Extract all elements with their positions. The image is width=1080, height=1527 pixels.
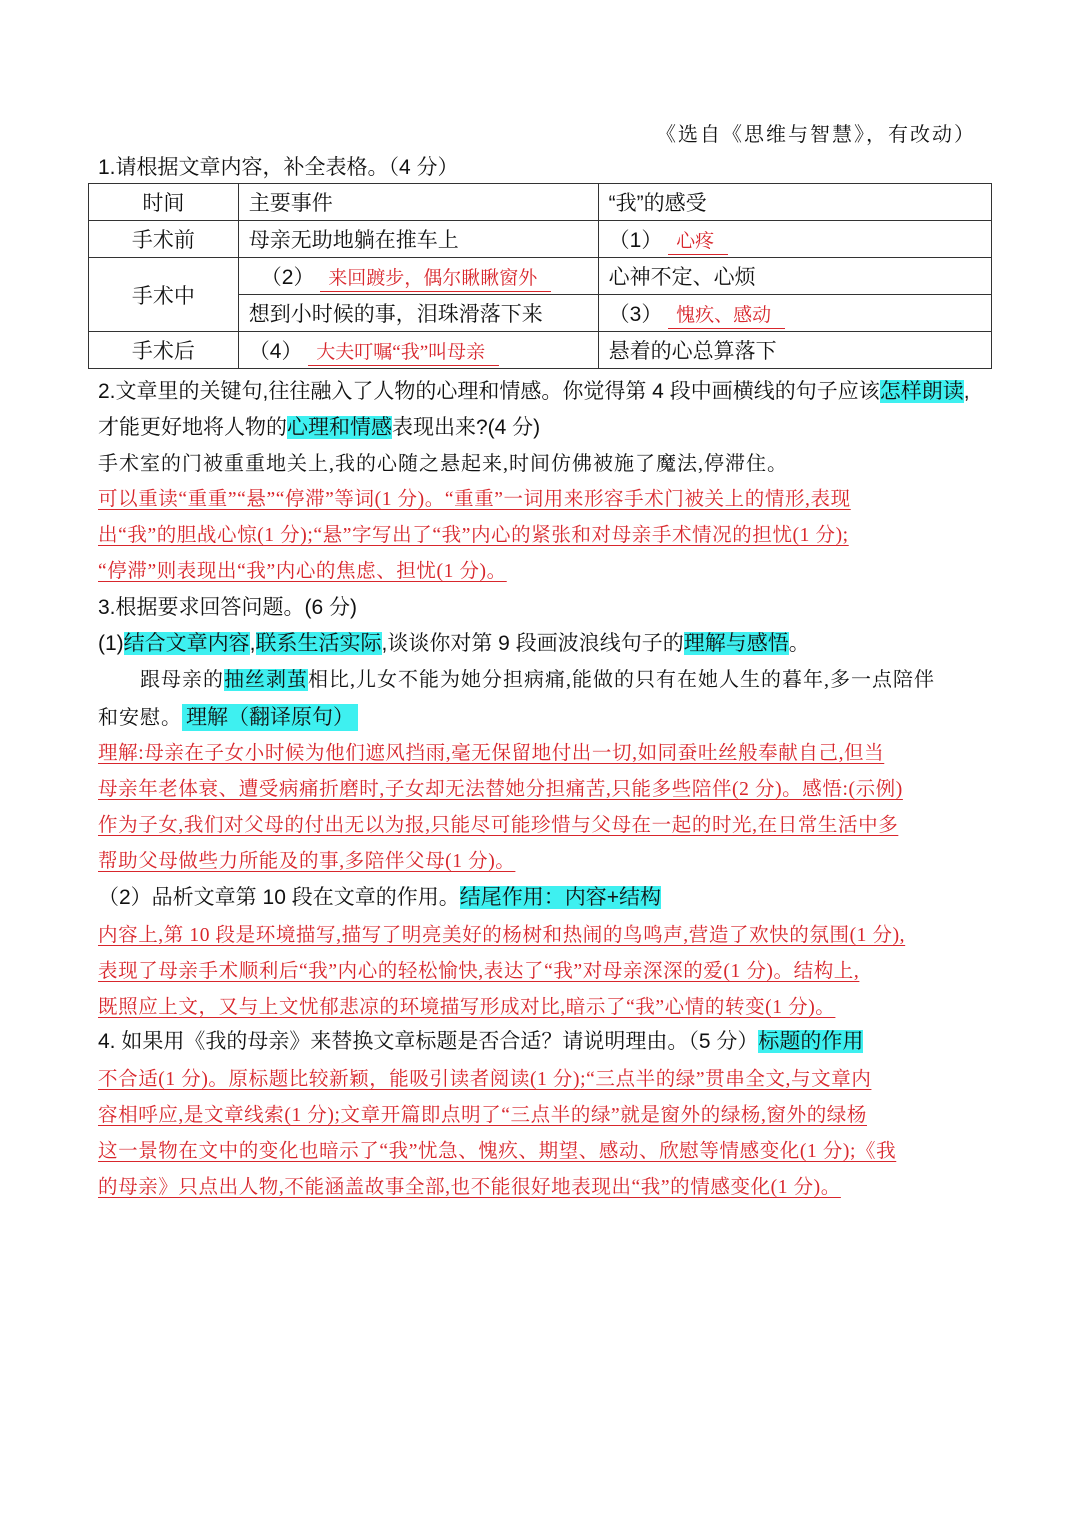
highlight-note: 理解（翻译原句） [182,704,358,731]
blank-label: （3） [608,303,663,326]
answer-line: 内容上,第 10 段是环境描写,描写了明亮美好的杨树和热闹的鸟鸣声,营造了欢快的氛围(1 分), [98,925,906,946]
q3-quote-end [98,700,984,736]
answer-line: 既照应上文，又与上文忧郁悲凉的环境描写形成对比,暗示了“我”心情的转变(1 分)。 [98,997,836,1018]
answer-line: “停滞”则表现出“我”内心的焦虑、担忧(1 分)。 [98,561,507,582]
header-time: 时间 [89,184,239,221]
q2-answer [98,482,984,590]
answer-line: 帮助父母做些力所能及的事,多陪伴父母(1 分)。 [98,851,516,872]
highlight: 怎样朗读 [879,380,964,403]
highlight: 结尾作用：内容+结构 [459,886,661,909]
cell-feeling: 悬着的心总算落下 [598,332,991,369]
header-feeling: “我”的感受 [598,184,991,221]
q3-title: 3.根据要求回答问题。(6 分) [98,596,358,619]
q2-text: 表现出来?(4 分) [392,416,541,439]
blank-label: （2） [260,266,315,289]
q2-text: 2.文章里的关键句,往往融入了人物的心理和情感。你觉得第 4 段中画横线的句子应该 [98,380,880,403]
cell-feeling [598,295,991,332]
table-row [89,221,992,258]
q3-text: ,谈谈你对第 9 段画波浪线句子的 [381,632,684,655]
q3-text: （2）品析文章第 10 段在文章的作用。 [98,886,460,909]
cell-time: 手术中 [89,258,239,332]
answer-text: 大夫叮嘱“我”叫母亲 [308,342,499,366]
q3-text: , [249,632,256,655]
highlight: 心理和情感 [287,416,392,439]
q3-answer2 [98,918,984,1026]
q4-answer [98,1062,984,1206]
q3-quote [98,662,984,698]
highlight: 理解与感悟 [683,632,789,655]
q3-sub2-prompt [98,880,984,916]
table-row [89,332,992,369]
highlight: 标题的作用 [758,1030,864,1053]
blank-label: （4） [248,340,303,363]
cell-time: 手术后 [89,332,239,369]
q3-text: (1) [98,632,124,655]
cell-event [238,332,598,369]
blank-label: （1） [608,229,663,252]
answer-line: 出“我”的胆战心惊(1 分);“悬”字写出了“我”内心的紧张和对母亲手术情况的担忧(1 分); [98,525,849,546]
cell-feeling: 心神不定、心烦 [598,258,991,295]
header-event: 主要事件 [238,184,598,221]
quote-text: 跟母亲的 [140,669,224,691]
answer-line: 表现了母亲手术顺利后“我”内心的轻松愉快,表达了“我”对母亲深深的爱(1 分)。结构上, [98,961,860,982]
q1-title: 1.请根据文章内容，补全表格。（4 分） [98,156,459,179]
cell-event: 母亲无助地躺在推车上 [238,221,598,258]
cell-feeling [598,221,991,258]
q2-prompt [98,374,988,446]
q2-text: ,才能更好地将人物的 [98,380,970,439]
table-row [89,258,992,295]
q4-prompt [98,1024,984,1060]
source-citation: 《选自《思维与智慧》，有改动） [656,124,976,146]
highlight: 结合文章内容 [123,632,250,655]
quote-text: 和安慰。 [98,707,182,729]
answer-text: 愧疚、感动 [668,305,785,329]
q3-sub1-prompt [98,626,984,662]
answer-line: 这一景物在文中的变化也暗示了“我”忧急、愧疚、期望、感动、欣慰等情感变化(1 分);《我 [98,1141,897,1162]
cell-time: 手术前 [89,221,239,258]
cell-event: 想到小时候的事，泪珠滑落下来 [238,295,598,332]
answer-line: 母亲年老体衰、遭受病痛折磨时,子女却无法替她分担痛苦,只能多些陪伴(2 分)。感悟:(示例) [98,779,903,800]
answer-line: 的母亲》只点出人物,不能涵盖故事全部,也不能很好地表现出“我”的情感变化(1 分)。 [98,1177,841,1198]
answer-text: 心疼 [668,231,728,255]
q2-quote: 手术室的门被重重地关上,我的心随之悬起来,时间仿佛被施了魔法,停滞住。 [98,453,788,475]
q3-answer1 [98,736,984,880]
answer-line: 可以重读“重重”“悬”“停滞”等词(1 分)。“重重”一词用来形容手术门被关上的情形,表现 [98,489,851,510]
highlight: 联系生活实际 [255,632,382,655]
answer-line: 理解:母亲在子女小时候为他们遮风挡雨,毫无保留地付出一切,如同蚕吐丝般奉献自己,但当 [98,743,885,764]
q1-table [88,183,992,369]
highlight: 抽丝剥茧 [224,669,308,691]
answer-line: 不合适(1 分)。原标题比较新颖，能吸引读者阅读(1 分);“三点半的绿”贯串全文,与文章内 [98,1069,872,1090]
quote-text: 相比,儿女不能为她分担病痛,能做的只有在她人生的暮年,多一点陪伴 [308,669,935,691]
answer-text: 来回踱步，偶尔瞅瞅窗外 [320,268,551,292]
answer-line: 作为子女,我们对父母的付出无以为报,只能尽可能珍惜与父母在一起的时光,在日常生活中多 [98,815,899,836]
answer-line: 容相呼应,是文章线索(1 分);文章开篇即点明了“三点半的绿”就是窗外的绿杨,窗外的绿杨 [98,1105,867,1126]
q3-text: 。 [788,632,810,655]
q4-text: 4. 如果用《我的母亲》来替换文章标题是否合适？请说明理由。（5 分） [98,1030,759,1053]
cell-event [238,258,598,295]
table-header-row [89,184,992,221]
